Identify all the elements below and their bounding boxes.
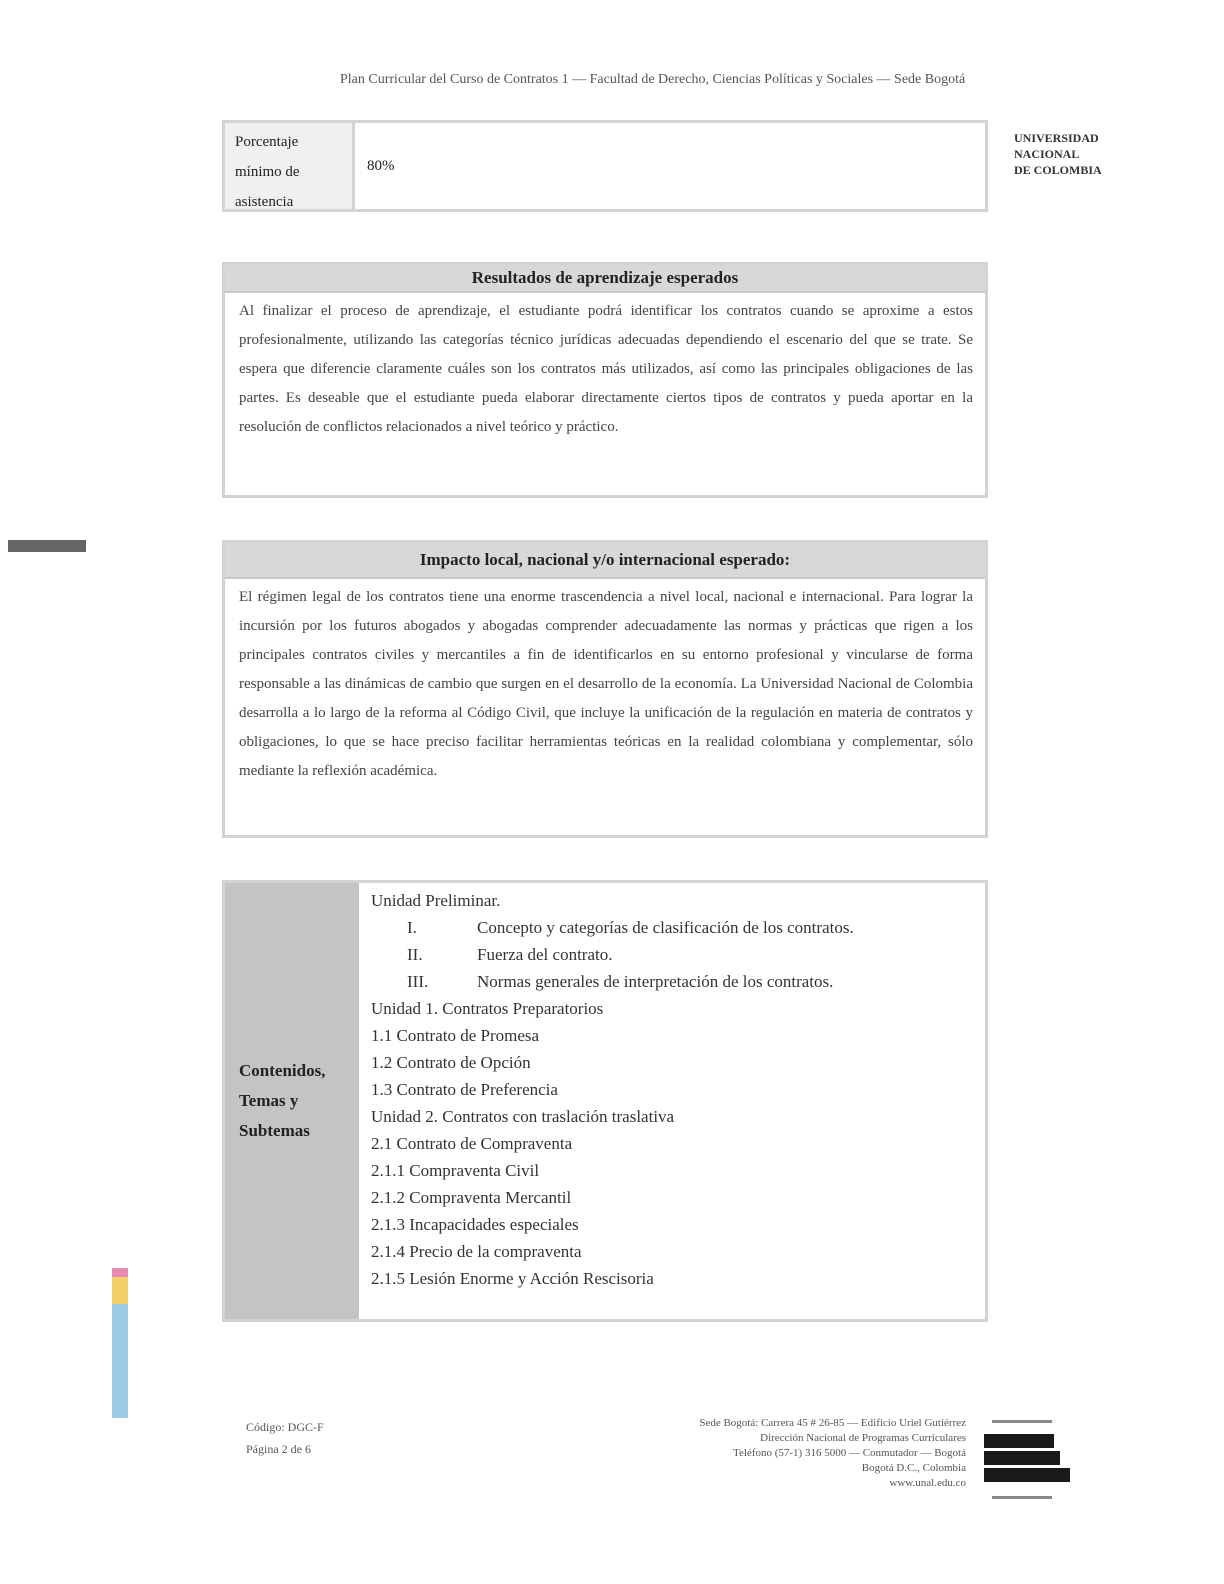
header-line: Plan Curricular del Curso de Contratos 1 — Facultad de Derecho, Ciencias Políticas y Sociales — Sede Bogotá: [340, 72, 966, 87]
list-item: [407, 968, 985, 995]
item-number: II.: [407, 945, 423, 964]
contents-label: Contenidos, Temas y Subtemas: [225, 883, 359, 1319]
list-item: [407, 914, 985, 941]
attendance-label: Porcentaje mínimo de asistencia: [225, 123, 355, 209]
list-item: 2.1.2 Compraventa Mercantil: [371, 1188, 572, 1207]
item-text: Concepto y categorías de clasificación de los contratos.: [477, 918, 854, 937]
list-item: 1.3 Contrato de Preferencia: [371, 1080, 558, 1099]
roman-list: [371, 914, 985, 995]
learning-outcomes-title: Resultados de aprendizaje esperados: [225, 265, 985, 293]
item-number: I.: [407, 918, 417, 937]
contents-section: [222, 880, 988, 1322]
university-logo: [1014, 130, 1102, 178]
impact-text: El régimen legal de los contratos tiene una enorme trascendencia a nivel local, nacional e internacional. Para lograr la incursión por los futuros abogados y abogadas comprender adecuadamente las normas y prácticas que rigen a los principales contratos civiles y mercantiles a fin de identificarlos en su entorno profesional y vincularse de forma responsable a las dinámicas de cambio que surgen en el desarrollo de la economía. La Universidad Nacional de Colombia desarrolla a lo largo de la reforma al Código Civil, que incluye la unificación de la regulación en materia de contratos y obligaciones, lo que se hace preciso facilitar herramientas teóricas en la realidad colombiana y complementar, sólo mediante la reflexión académica.: [239, 589, 973, 779]
attendance-row: [222, 120, 988, 212]
logo-line-3: DE COLOMBIA: [1014, 163, 1102, 177]
list-item: 2.1 Contrato de Compraventa: [371, 1134, 573, 1153]
address-line: Bogotá D.C., Colombia: [861, 1462, 966, 1474]
list-item: 1.2 Contrato de Opción: [371, 1053, 531, 1072]
list-item: 2.1.5 Lesión Enorme y Acción Rescisoria: [371, 1269, 654, 1288]
list-item: Unidad 1. Contratos Preparatorios: [371, 999, 604, 1018]
item-text: Normas generales de interpretación de los contratos.: [477, 972, 834, 991]
address-line: Teléfono (57-1) 316 5000 — Conmutador — Bogotá: [733, 1447, 966, 1459]
certification-seal-icon: [982, 1418, 1072, 1508]
contents-list: [359, 883, 985, 1319]
impact-title: Impacto local, nacional y/o internacional esperado:: [225, 543, 985, 579]
list-item: 2.1.1 Compraventa Civil: [371, 1161, 540, 1180]
logo-line-1: UNIVERSIDAD: [1014, 131, 1099, 145]
footer-address: [640, 1416, 966, 1491]
list-item: Unidad 2. Contratos con traslación traslativa: [371, 1107, 675, 1126]
list-item: 2.1.4 Precio de la compraventa: [371, 1242, 582, 1261]
color-side-bar: [112, 1268, 128, 1418]
list-item: 1.1 Contrato de Promesa: [371, 1026, 540, 1045]
contents-intro: Unidad Preliminar.: [371, 891, 501, 910]
list-item: 2.1.3 Incapacidades especiales: [371, 1215, 579, 1234]
list-item: [407, 941, 985, 968]
footer-left: [246, 1416, 324, 1460]
footer-page: Página 2 de 6: [246, 1442, 311, 1456]
attendance-value: 80%: [367, 157, 395, 174]
learning-outcomes-text: Al finalizar el proceso de aprendizaje, el estudiante podrá identificar los contratos cuando se aproxime a estos profesionalmente, utilizando las categorías técnico jurídicas adecuadas dependiendo el escenario del que se trate. Se espera que diferencie claramente cuáles son los contratos más utilizados, así como las principales obligaciones de las partes. Es deseable que el estudiante pueda elaborar directamente ciertos tipos de contratos y pueda aportar en la resolución de conflictos relacionados a nivel teórico y práctico.: [239, 303, 973, 435]
side-marker: [8, 540, 86, 552]
logo-line-2: NACIONAL: [1014, 147, 1080, 161]
address-line: Dirección Nacional de Programas Curriculares: [760, 1432, 966, 1444]
address-line: www.unal.edu.co: [889, 1477, 966, 1489]
item-number: III.: [407, 972, 429, 991]
footer-code: Código: DGC-F: [246, 1420, 324, 1434]
address-line: Sede Bogotá: Carrera 45 # 26-85 — Edificio Uriel Gutiérrez: [699, 1417, 966, 1429]
item-text: Fuerza del contrato.: [477, 945, 613, 964]
impact-section: [222, 540, 988, 838]
learning-outcomes-section: [222, 262, 988, 498]
